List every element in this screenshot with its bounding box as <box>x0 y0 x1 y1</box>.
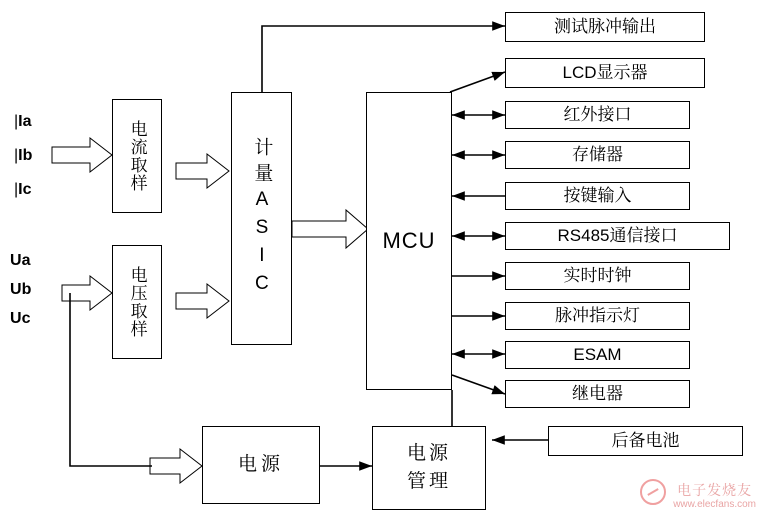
block-power-manage[interactable] <box>372 426 486 510</box>
block-power-label: 电源 <box>237 454 284 476</box>
block-backup-battery[interactable] <box>548 426 743 456</box>
block-current-sample[interactable] <box>112 99 162 213</box>
block-current-sample-label: 电流取样 <box>127 120 147 192</box>
peripheral-label: ESAM <box>573 345 622 365</box>
block-voltage-sample-label: 电压取样 <box>127 266 147 338</box>
watermark-main-text: 电子发烧友 <box>677 482 753 499</box>
watermark-icon <box>640 479 666 505</box>
peripheral-esam[interactable] <box>505 341 690 369</box>
block-metering-asic-label: 计量ASIC <box>251 136 273 301</box>
peripheral-infrared-interface[interactable] <box>505 101 690 129</box>
watermark <box>673 482 756 511</box>
input-label-uc: Uc <box>10 310 31 327</box>
block-power[interactable] <box>202 426 320 504</box>
peripheral-realtime-clock[interactable] <box>505 262 690 290</box>
peripheral-label: 脉冲指示灯 <box>555 306 640 326</box>
peripheral-memory[interactable] <box>505 141 690 169</box>
peripheral-label: 测试脉冲输出 <box>554 17 656 37</box>
peripheral-label: LCD显示器 <box>562 63 648 83</box>
block-power-manage-label: 电源管理 <box>406 442 451 492</box>
input-label-ub: Ub <box>10 281 32 298</box>
peripheral-relay[interactable] <box>505 380 690 408</box>
peripheral-label: 继电器 <box>572 384 623 404</box>
peripheral-label: 红外接口 <box>563 105 632 125</box>
input-label-ic: |Ic <box>14 181 32 198</box>
peripheral-key-input[interactable] <box>505 182 690 210</box>
peripheral-lcd-display[interactable] <box>505 58 705 88</box>
block-voltage-sample[interactable] <box>112 245 162 359</box>
peripheral-label: RS485通信接口 <box>557 226 678 246</box>
input-label-ia: |Ia <box>14 113 32 130</box>
block-mcu[interactable] <box>366 92 452 390</box>
input-label-ua: Ua <box>10 252 31 269</box>
block-backup-battery-label: 后备电池 <box>611 431 680 451</box>
peripheral-rs485-interface[interactable] <box>505 222 730 250</box>
peripheral-pulse-indicator-led[interactable] <box>505 302 690 330</box>
peripheral-label: 实时时钟 <box>563 266 632 286</box>
block-metering-asic[interactable] <box>231 92 292 345</box>
peripheral-label: 按键输入 <box>563 186 632 206</box>
block-mcu-label: MCU <box>382 228 436 254</box>
input-label-ib: |Ib <box>14 147 33 164</box>
peripheral-label: 存储器 <box>572 145 623 165</box>
watermark-sub-text: www.elecfans.com <box>673 499 756 510</box>
peripheral-test-pulse-output[interactable] <box>505 12 705 42</box>
